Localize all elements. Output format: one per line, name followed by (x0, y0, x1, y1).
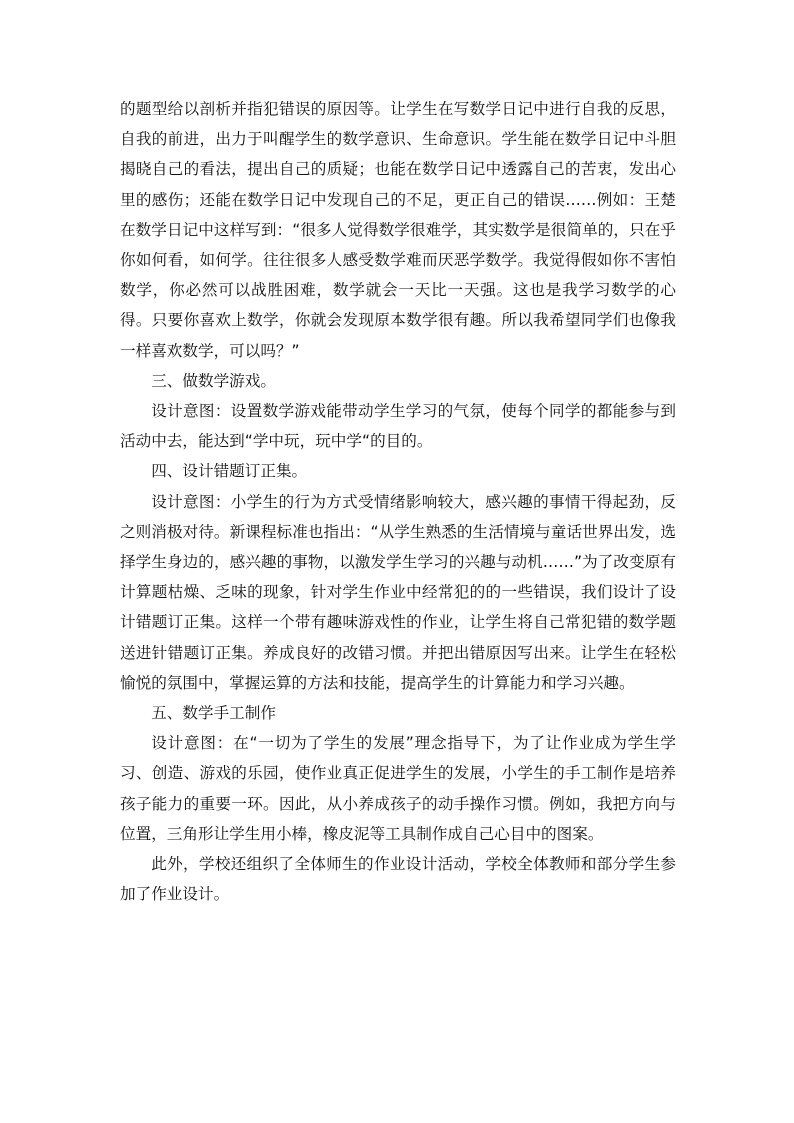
paragraph-math-diary: 的题型给以剖析并指犯错误的原因等。让学生在写数学日记中进行自我的反思，自我的前进，出力于叫醒学生的数学意识、生命意识。学生能在数学日记中斗胆揭晓自己的看法，提出自己的质疑；也能在数学日记中透露自己的苦衷，发出心里的感伤；还能在数学日记中发现自己的不足，更正自己的错误……例如：王楚在数学日记中这样写到：“很多人觉得数学很难学，其实数学是很简单的，只在乎你如何看，如何学。往往很多人感受数学难而厌恶学数学。我觉得假如你不害怕数学，你必然可以战胜困难，数学就会一天比一天强。这也是我学习数学的心得。只要你喜欢上数学，你就会发现原本数学很有趣。所以我希望同学们也像我一样喜欢数学，可以吗？” (120, 100, 676, 360)
paragraph-school-activity: 此外，学校还组织了全体师生的作业设计活动，学校全体教师和部分学生参加了作业设计。 (120, 855, 676, 904)
paragraph-handcraft-intent: 设计意图：在“一切为了学生的发展”理念指导下，为了让作业成为学生学习、创造、游戏的乐园，使作业真正促进学生的发展，小学生的手工制作是培养孩子能力的重要一环。因此，从小养成孩子的动手操作习惯。例如，我把方向与位置，三角形让学生用小棒，橡皮泥等工具制作成自己心目中的图案。 (120, 734, 676, 843)
paragraph-error-collection-intent: 设计意图：小学生的行为方式受情绪影响较大，感兴趣的事情干得起劲，反之则消极对待。新课程标准也指出：“从学生熟悉的生活情境与童话世界出发，选择学生身边的，感兴趣的事物，以激发学生学习的兴趣与动机……”为了改变原有计算题枯燥、乏味的现象，针对学生作业中经常犯的的一些错误，我们设计了设计错题订正集。这样一个带有趣味游戏性的作业，让学生将自己常犯错的数学题送进针错题订正集。养成良好的改错习惯。并把出错原因写出来。让学生在轻松愉悦的氛围中，掌握运算的方法和技能，提高学生的计算能力和学习兴趣。 (120, 492, 676, 692)
document-body (120, 94, 676, 909)
paragraph-math-games-intent: 设计意图：设置数学游戏能带动学生学习的气氛，使每个同学的都能参与到活动中去，能达到“学中玩，玩中学“的目的。 (120, 402, 676, 451)
section-heading-handcraft: 五、数学手工制作 (151, 704, 276, 723)
section-heading-math-games: 三、做数学游戏。 (151, 371, 276, 390)
section-heading-error-collection: 四、设计错题订正集。 (151, 462, 308, 481)
